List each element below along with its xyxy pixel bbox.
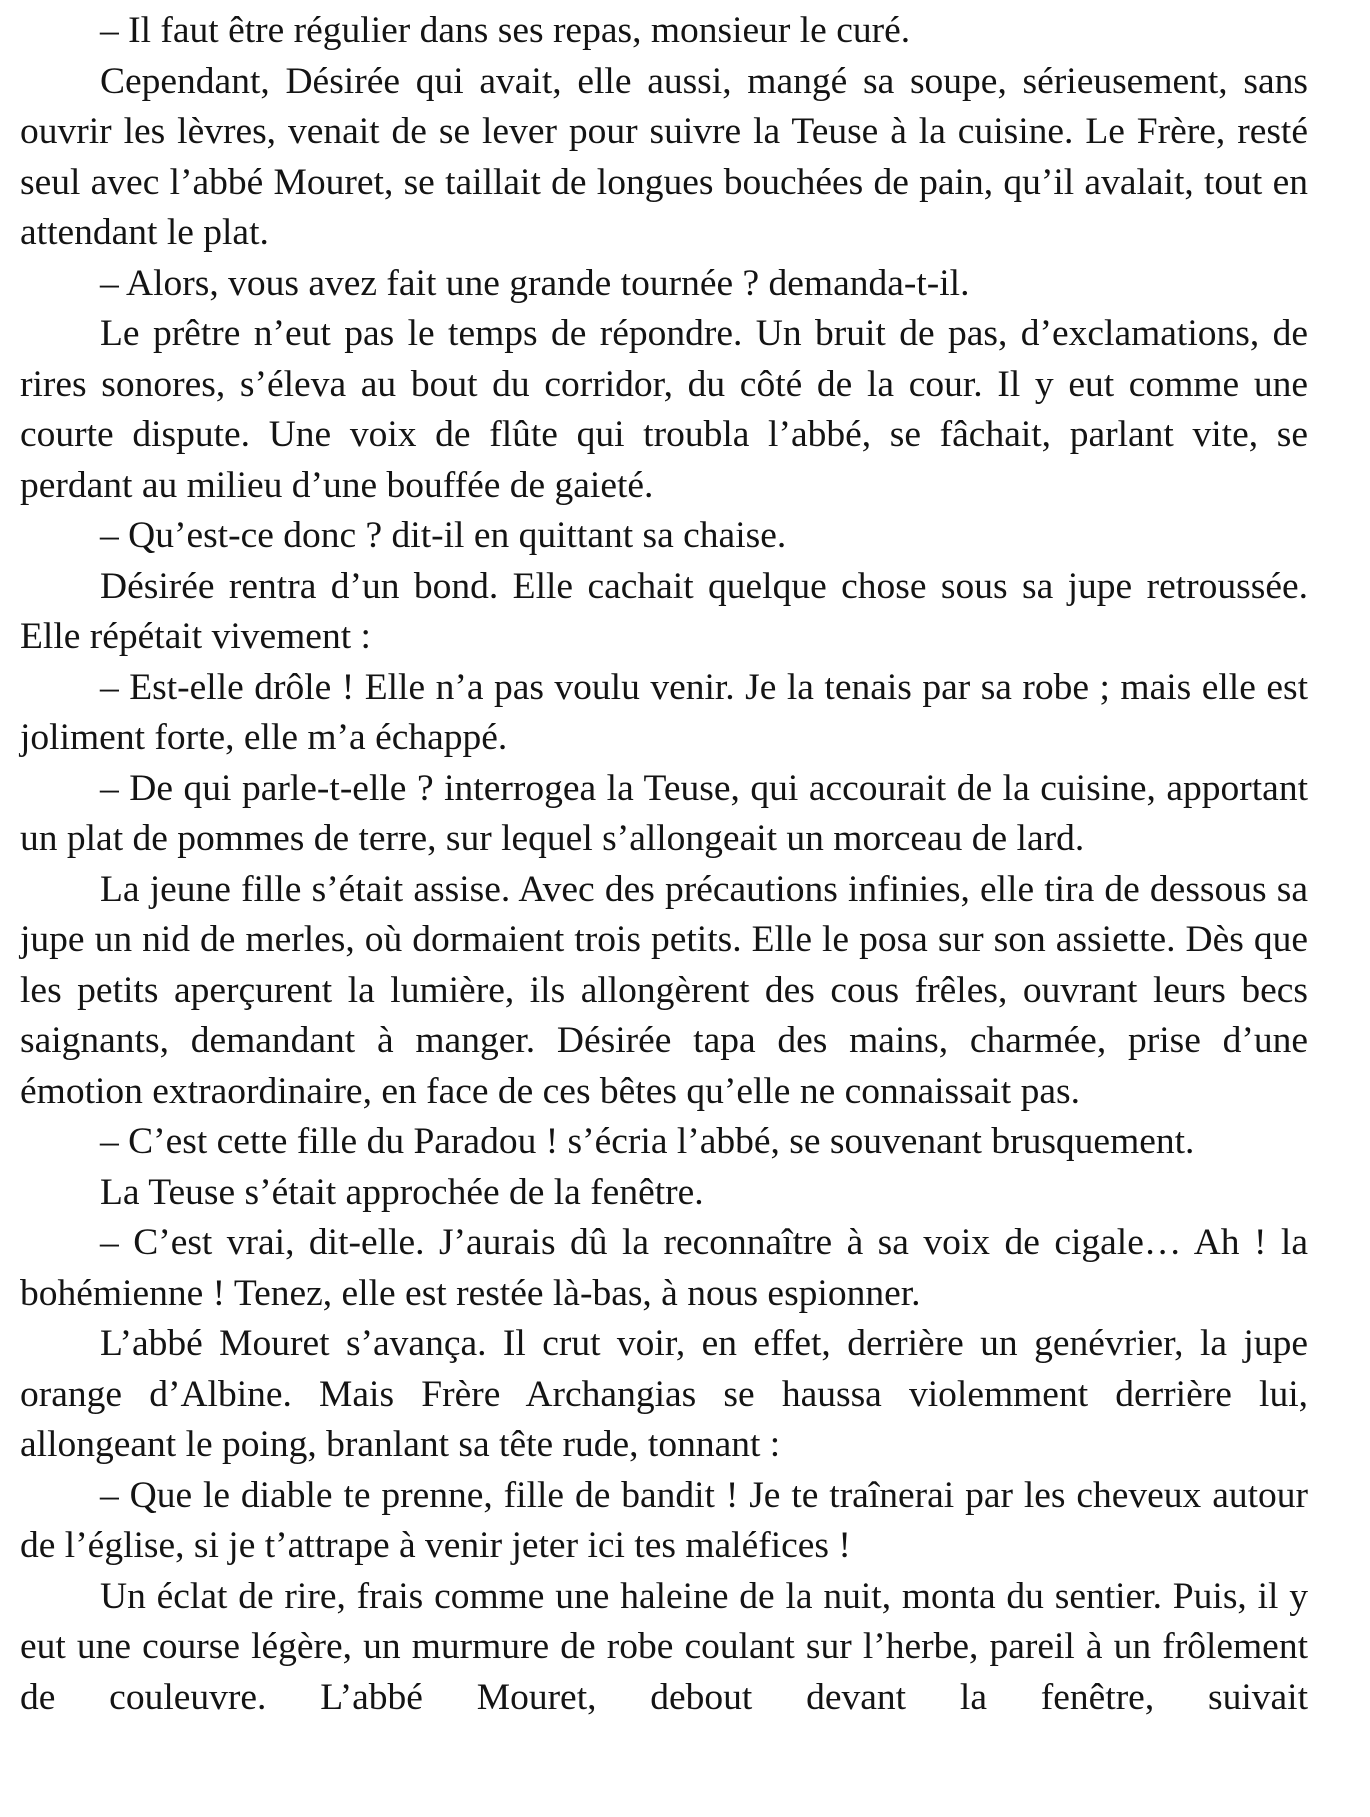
paragraph: – Il faut être régulier dans ses repas, monsieur le curé. [100,10,911,51]
paragraph: Un éclat de rire, frais comme une haleine de la nuit, monta du sentier. Puis, il y eut une course légère, un murmure de robe coulant sur l’herbe, pareil à un frôlement de couleuvre. L’abbé Mouret, debout devant la fenêtre, suivait [20,1575,1308,1718]
paragraph: Le prêtre n’eut pas le temps de répondre. Un bruit de pas, d’exclamations, de rires sonores, s’éleva au bout du corridor, du côté de la cour. Il y eut comme une courte dispute. Une voix de flûte qui troubla l’abbé, se fâchait, parlant vite, se perdant au milieu d’une bouffée de gaieté. [20,313,1308,506]
document-page [20,6,1308,1723]
paragraph: Désirée rentra d’un bond. Elle cachait quelque chose sous sa jupe retroussée. Elle répétait vivement : [20,565,1308,657]
paragraph: L’abbé Mouret s’avança. Il crut voir, en effet, derrière un genévrier, la jupe orange d’Albine. Mais Frère Archangias se haussa violemment derrière lui, allongeant le poing, branlant sa tête rude, tonnant : [20,1323,1308,1465]
paragraph: – Alors, vous avez fait une grande tournée ? demanda-t-il. [100,262,970,304]
paragraph: La jeune fille s’était assise. Avec des précautions infinies, elle tira de dessous sa jupe un nid de merles, où dormaient trois petits. Elle le posa sur son assiette. Dès que les petits aperçurent la lumière, ils allongèrent des cous frêles, ouvrant leurs becs saignants, demandant à manger. Désirée tapa des mains, charmée, prise d’une émotion extraordinaire, en face de ces bêtes qu’elle ne connaissait pas. [20,868,1308,1112]
paragraph: – Que le diable te prenne, fille de bandit ! Je te traînerai par les cheveux autour de l’église, si je t’attrape à venir jeter ici tes maléfices ! [20,1474,1308,1566]
paragraph: – C’est vrai, dit-elle. J’aurais dû la reconnaître à sa voix de cigale… Ah ! la bohémienne ! Tenez, elle est restée là-bas, à nous espionner. [20,1222,1308,1314]
paragraph: – Est-elle drôle ! Elle n’a pas voulu venir. Je la tenais par sa robe ; mais elle est joliment forte, elle m’a échappé. [20,666,1308,758]
paragraph: – De qui parle-t-elle ? interrogea la Teuse, qui accourait de la cuisine, apportant un plat de pommes de terre, sur lequel s’allongeait un morceau de lard. [20,767,1308,859]
paragraph: La Teuse s’était approchée de la fenêtre. [100,1171,704,1213]
paragraph: – C’est cette fille du Paradou ! s’écria l’abbé, se souvenant brusquement. [100,1121,1195,1162]
paragraph: – Qu’est-ce donc ? dit-il en quittant sa chaise. [100,515,787,556]
paragraph: Cependant, Désirée qui avait, elle aussi, mangé sa soupe, sérieusement, sans ouvrir les lèvres, venait de se lever pour suivre la Teuse à la cuisine. Le Frère, resté seul avec l’abbé Mouret, se taillait de longues bouchées de pain, qu’il avalait, tout en attendant le plat. [20,60,1308,253]
